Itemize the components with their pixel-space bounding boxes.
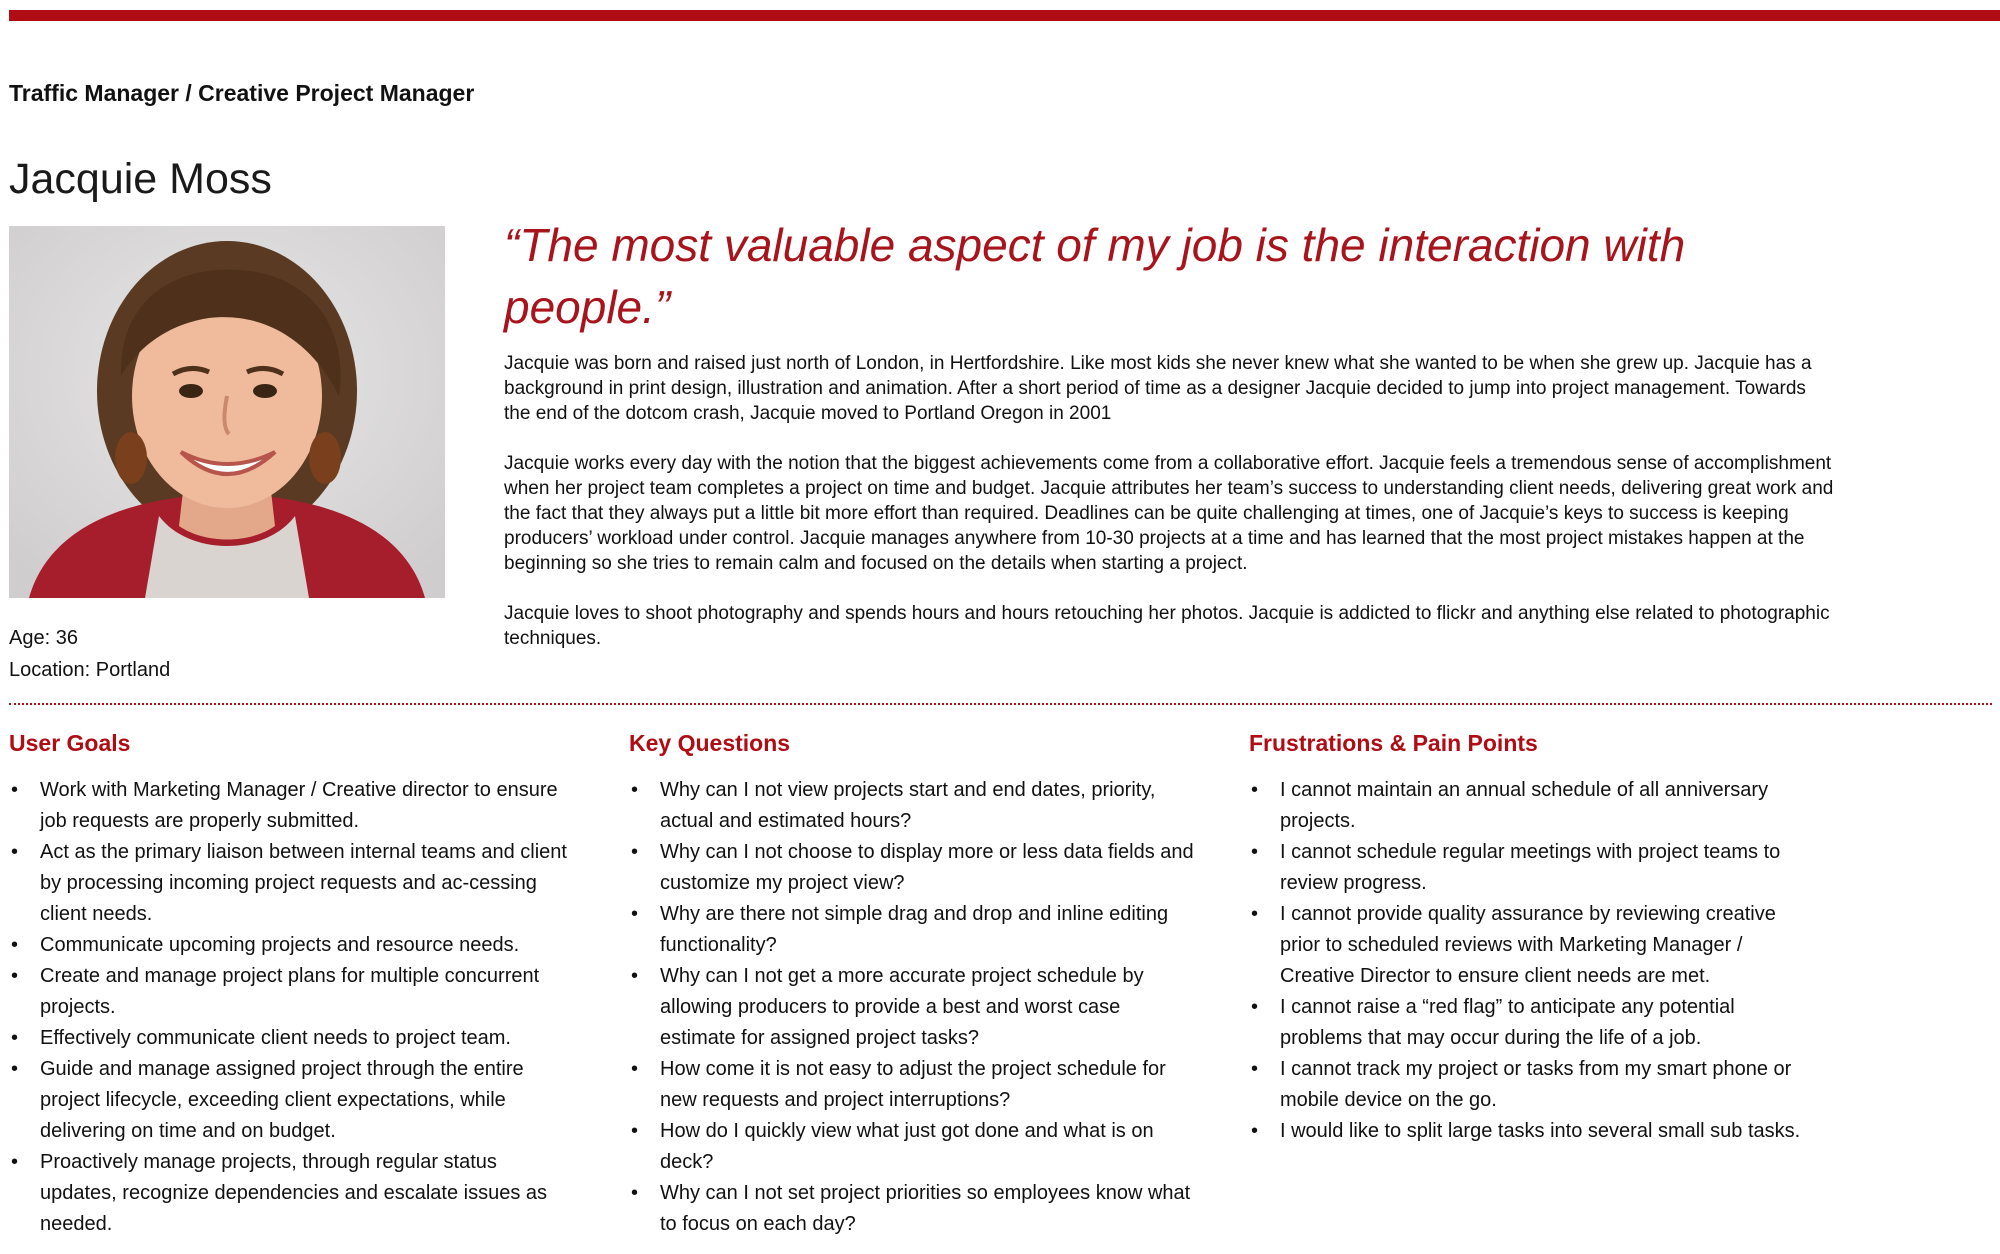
top-accent-bar (9, 10, 2000, 21)
persona-location: Location: Portland (9, 659, 171, 681)
bio-paragraph: Jacquie loves to shoot photography and spends hours and hours retouching her photos. Jacquie is addicted to flickr and anything else related to photographic techniques. (504, 603, 1830, 649)
list-item: • Why are there not simple drag and drop and inline editing functionality? (629, 899, 1199, 961)
list-item: • Why can I not view projects start and end dates, priority, actual and estimated hours? (629, 775, 1199, 837)
list-item: • Guide and manage assigned project through the entire project lifecycle, exceeding client expectations, while delivering on time and on budget. (9, 1054, 579, 1147)
user-goals-list (9, 775, 579, 1240)
list-item: • I cannot provide quality assurance by reviewing creative prior to scheduled reviews with Marketing Manager / Creative Director to ensure client needs are met. (1249, 899, 1819, 992)
persona-age: Age: 36 (9, 627, 78, 649)
list-item: • Proactively manage projects, through regular status updates, recognize dependencies and escalate issues as needed. (9, 1147, 579, 1240)
frustrations-section (1249, 730, 1819, 1147)
frustrations-list (1249, 775, 1819, 1147)
list-item: • How do I quickly view what just got done and what is on deck? (629, 1116, 1199, 1178)
bio-paragraph: Jacquie was born and raised just north of London, in Hertfordshire. Like most kids she never knew what she wanted to be when she grew up. Jacquie has a background in print design, illustration and animation. After a short period of time as a designer Jacquie decided to jump into project management. Towards the end of the dotcom crash, Jacquie moved to Portland Oregon in 2001 (504, 353, 1812, 424)
list-item: • How come it is not easy to adjust the project schedule for new requests and project interruptions? (629, 1054, 1199, 1116)
persona-photo (9, 226, 445, 598)
persona-role: Traffic Manager / Creative Project Manager (9, 80, 475, 106)
persona-quote: “The most valuable aspect of my job is the interaction with people.” (504, 219, 1686, 333)
list-item: • I would like to split large tasks into several small sub tasks. (1249, 1116, 1819, 1147)
section-title: Frustrations & Pain Points (1249, 730, 1538, 756)
section-title: Key Questions (629, 730, 791, 756)
persona-meta (9, 622, 170, 686)
list-item: • Why can I not get a more accurate project schedule by allowing producers to provide a best and worst case estimate for assigned project tasks? (629, 961, 1199, 1054)
list-item: • Act as the primary liaison between internal teams and client by processing incoming project requests and ac-cessing client needs. (9, 837, 579, 930)
key-questions-section (629, 730, 1199, 1240)
user-goals-section (9, 730, 579, 1240)
list-item: • Effectively communicate client needs to project team. (9, 1023, 579, 1054)
list-item: • I cannot track my project or tasks from my smart phone or mobile device on the go. (1249, 1054, 1819, 1116)
bio-paragraph: Jacquie works every day with the notion that the biggest achievements come from a collaborative effort. Jacquie feels a tremendous sense of accomplishment when her project team completes a project on time and budget. Jacquie attributes her team’s success to understanding client needs, delivering great work and the fact that they always put a little bit more effort than required. Deadlines can be quite challenging at times, one of Jacquie’s keys to success is keeping producers’ workload under control. Jacquie manages anywhere from 10-30 projects at a time and has learned that the most project mistakes happen at the beginning so she tries to remain calm and focused on the details when starting a project. (504, 453, 1834, 574)
list-item: • Why can I not choose to display more or less data fields and customize my project view? (629, 837, 1199, 899)
section-title: User Goals (9, 730, 131, 756)
section-divider (9, 703, 1992, 705)
person-portrait-icon (9, 226, 445, 598)
persona-bio (504, 351, 1834, 676)
list-item: • Communicate upcoming projects and resource needs. (9, 930, 579, 961)
key-questions-list (629, 775, 1199, 1240)
list-item: • Create and manage project plans for multiple concurrent projects. (9, 961, 579, 1023)
list-item: • I cannot raise a “red flag” to anticipate any potential problems that may occur during the life of a job. (1249, 992, 1819, 1054)
list-item: • Why can I not set project priorities so employees know what to focus on each day? (629, 1178, 1199, 1240)
list-item: • I cannot schedule regular meetings with project teams to review progress. (1249, 837, 1819, 899)
list-item: • Work with Marketing Manager / Creative director to ensure job requests are properly submitted. (9, 775, 579, 837)
persona-name: Jacquie Moss (9, 155, 272, 203)
list-item: • I cannot maintain an annual schedule of all anniversary projects. (1249, 775, 1819, 837)
